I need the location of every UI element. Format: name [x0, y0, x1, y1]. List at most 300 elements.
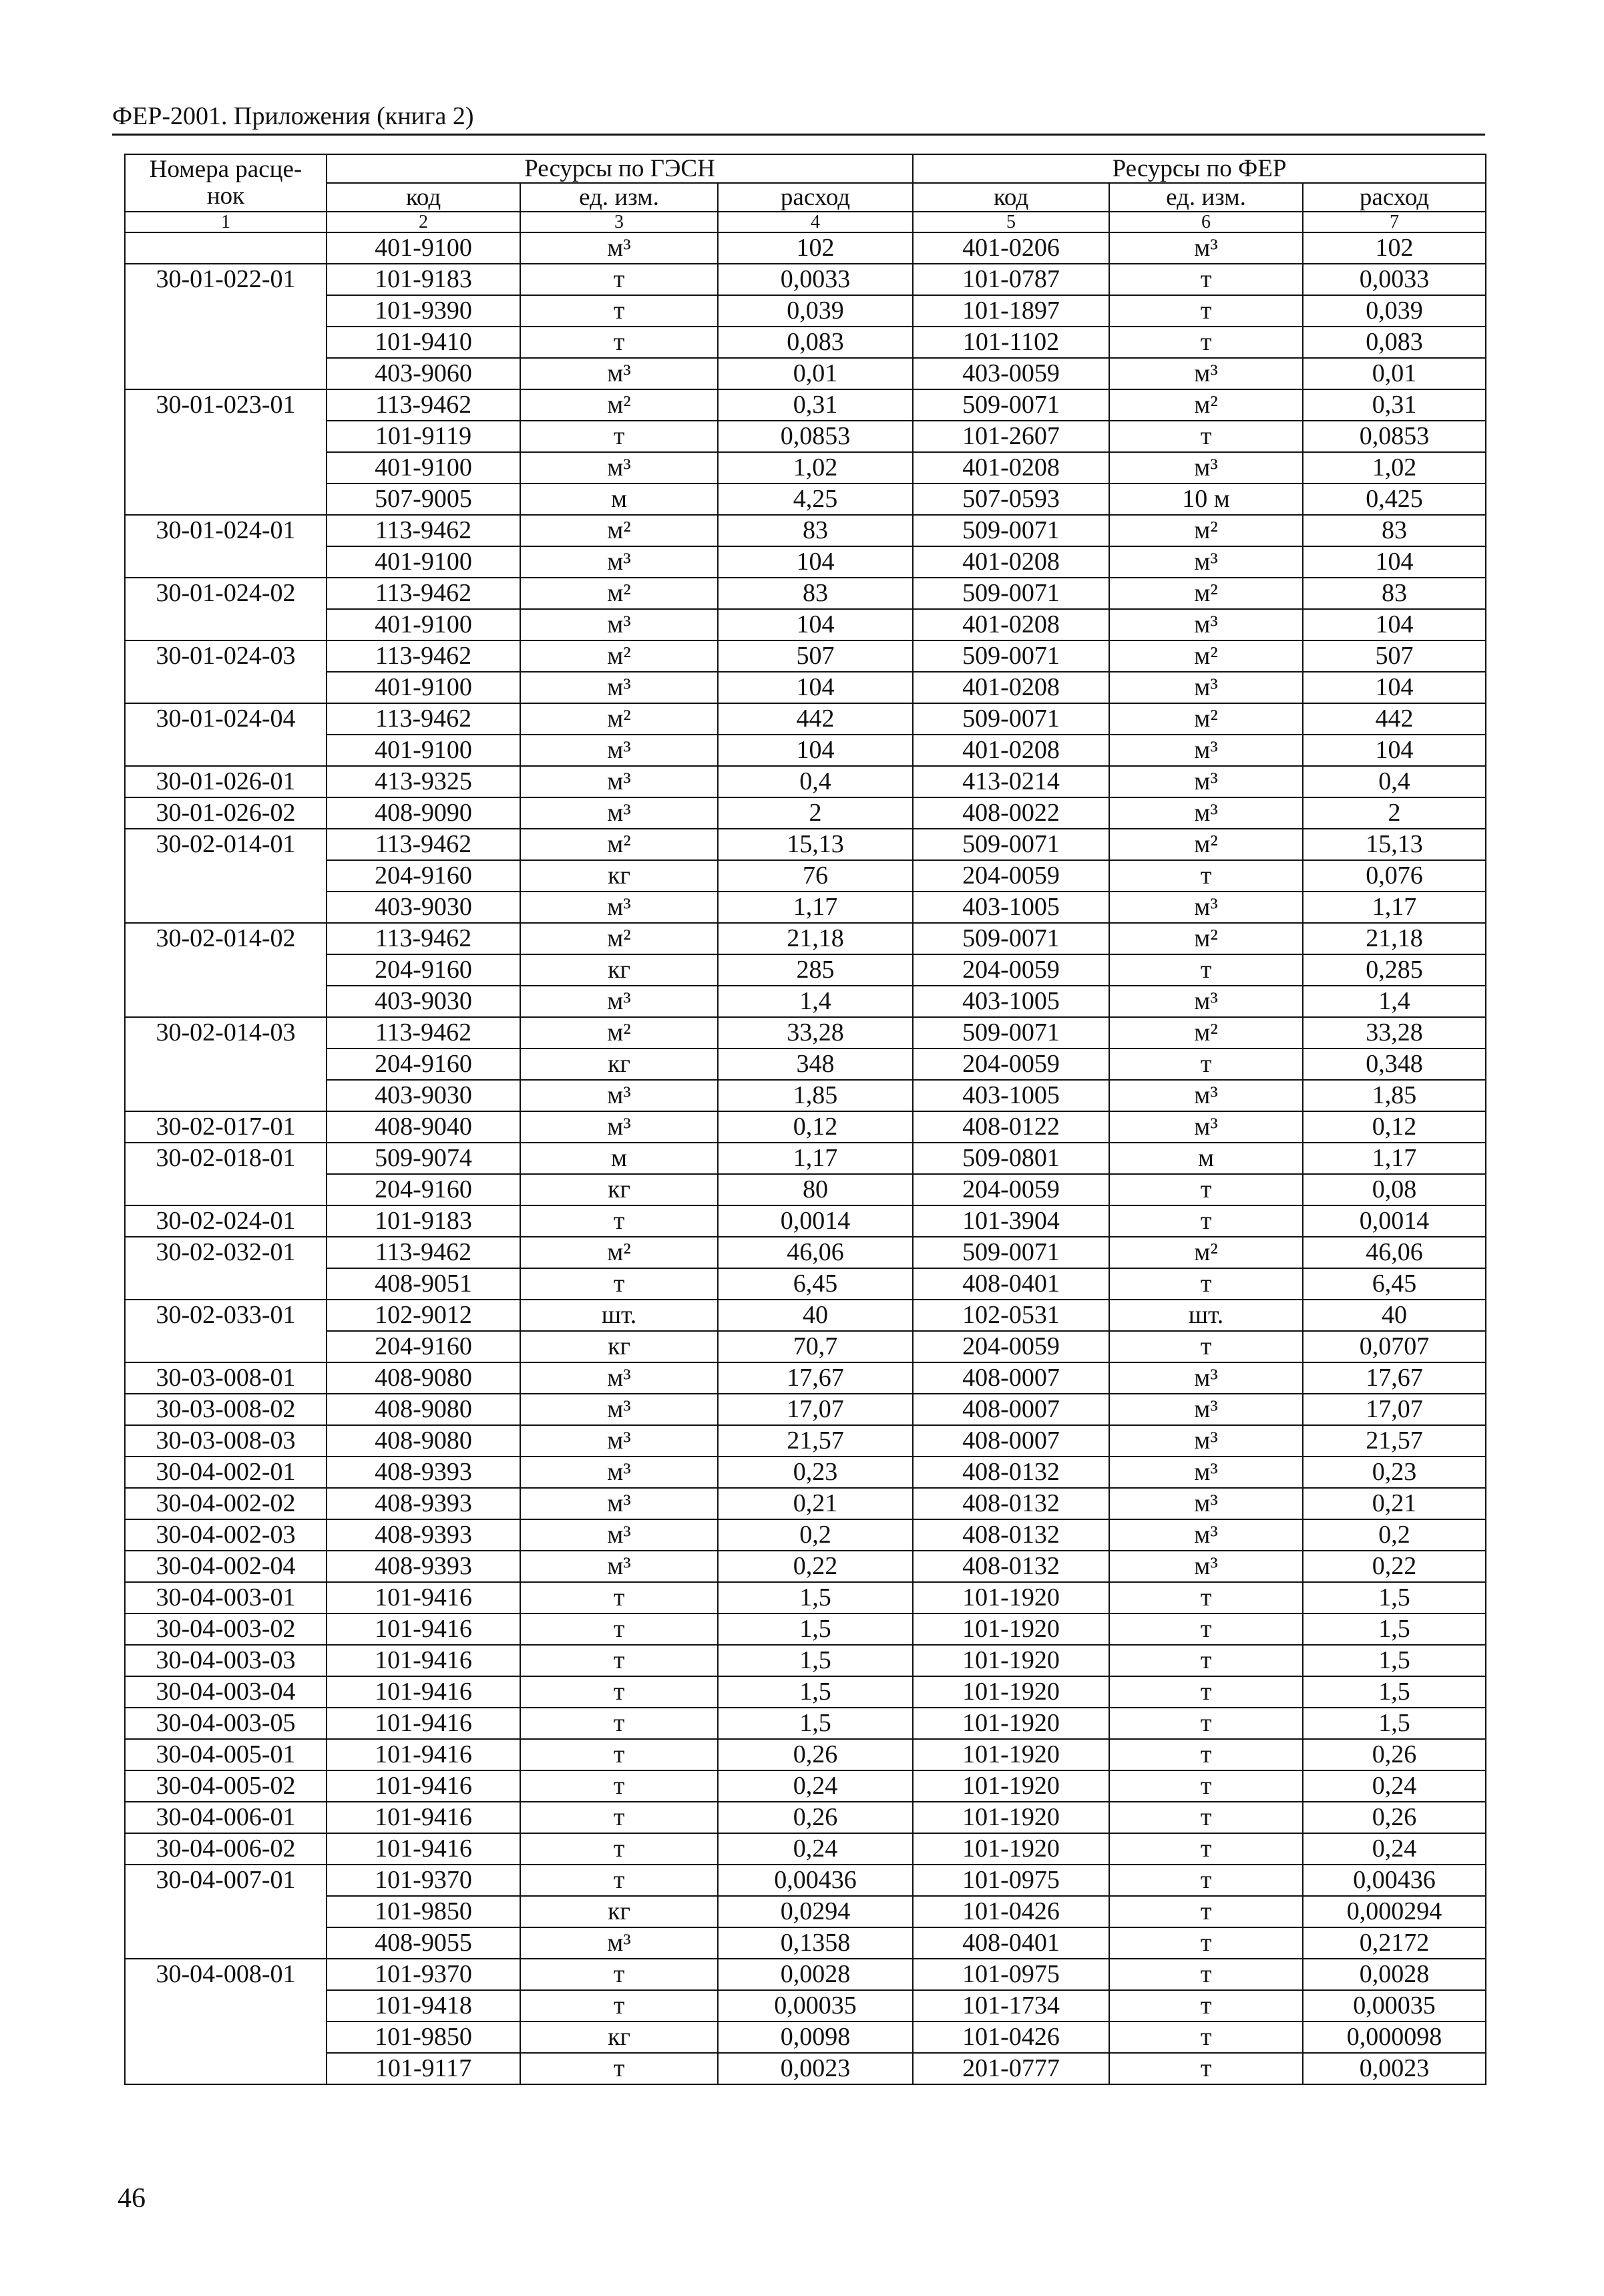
gesn-unit-cell: м³ — [520, 1927, 718, 1959]
fer-unit-cell: м³ — [1109, 1362, 1303, 1394]
table-row — [125, 1551, 1486, 1582]
table-row — [125, 421, 1486, 452]
gesn-code-cell: 113-9462 — [327, 703, 520, 735]
norm-number-cell: 30-01-026-01 — [125, 766, 327, 797]
norm-number-cell: 30-04-008-01 — [125, 1959, 327, 2084]
gesn-consumption-cell: 46,06 — [718, 1237, 913, 1268]
fer-code-cell: 401-0208 — [913, 672, 1109, 703]
fer-unit-cell: т — [1109, 1268, 1303, 1300]
fer-consumption-cell: 1,5 — [1303, 1676, 1486, 1708]
gesn-unit-cell: т — [520, 1205, 718, 1237]
fer-unit-cell: 10 м — [1109, 484, 1303, 515]
fer-consumption-cell: 104 — [1303, 609, 1486, 640]
gesn-consumption-cell: 102 — [718, 232, 913, 264]
gesn-consumption-cell: 1,17 — [718, 1143, 913, 1174]
fer-code-cell: 101-0426 — [913, 1896, 1109, 1927]
fer-unit-cell: м³ — [1109, 1080, 1303, 1111]
gesn-code-cell: 403-9030 — [327, 1080, 520, 1111]
fer-consumption-cell: 21,57 — [1303, 1425, 1486, 1457]
table-row — [125, 766, 1486, 797]
table-row — [125, 358, 1486, 389]
fer-consumption-cell: 46,06 — [1303, 1237, 1486, 1268]
fer-code-cell: 509-0801 — [913, 1143, 1109, 1174]
gesn-consumption-cell: 0,00035 — [718, 1990, 913, 2022]
fer-code-cell: 101-1920 — [913, 1645, 1109, 1676]
table-row — [125, 923, 1486, 954]
fer-consumption-cell: 102 — [1303, 232, 1486, 264]
norm-number-cell: 30-04-003-03 — [125, 1645, 327, 1676]
table-row — [125, 892, 1486, 923]
fer-consumption-cell: 6,45 — [1303, 1268, 1486, 1300]
gesn-unit-cell: м² — [520, 1237, 718, 1268]
fer-consumption-cell: 0,00436 — [1303, 1865, 1486, 1896]
fer-unit-cell: т — [1109, 1833, 1303, 1865]
fer-code-cell: 101-1734 — [913, 1990, 1109, 2022]
table-row — [125, 232, 1486, 264]
norm-number-cell: 30-01-023-01 — [125, 389, 327, 515]
fer-unit-cell: м³ — [1109, 672, 1303, 703]
table-row — [125, 1080, 1486, 1111]
fer-consumption-cell: 0,076 — [1303, 860, 1486, 892]
fer-code-cell: 101-0975 — [913, 1865, 1109, 1896]
gesn-unit-cell: т — [520, 1959, 718, 1990]
fer-consumption-cell: 507 — [1303, 640, 1486, 672]
column-number: 3 — [520, 212, 718, 232]
fer-unit-cell: т — [1109, 1927, 1303, 1959]
gesn-code-cell: 408-9080 — [327, 1362, 520, 1394]
gesn-unit-cell: кг — [520, 954, 718, 986]
gesn-unit-cell: м³ — [520, 1519, 718, 1551]
norm-number-cell: 30-02-014-01 — [125, 829, 327, 923]
fer-unit-cell: м³ — [1109, 1425, 1303, 1457]
fer-consumption-cell: 17,07 — [1303, 1394, 1486, 1425]
fer-unit-cell: т — [1109, 1582, 1303, 1613]
gesn-consumption-cell: 0,22 — [718, 1551, 913, 1582]
fer-consumption-cell: 0,23 — [1303, 1457, 1486, 1488]
table-row — [125, 515, 1486, 546]
norm-number-cell: 30-02-014-03 — [125, 1017, 327, 1111]
fer-unit-cell: т — [1109, 327, 1303, 358]
fer-unit-cell: м — [1109, 1143, 1303, 1174]
fer-code-cell: 509-0071 — [913, 829, 1109, 860]
gesn-unit-cell: м³ — [520, 1111, 718, 1143]
fer-consumption-cell: 0,0028 — [1303, 1959, 1486, 1990]
fer-code-cell: 101-1897 — [913, 295, 1109, 327]
gesn-code-cell: 101-9416 — [327, 1802, 520, 1833]
fer-consumption-cell: 1,85 — [1303, 1080, 1486, 1111]
gesn-unit-cell: м³ — [520, 452, 718, 484]
gesn-code-cell: 408-9040 — [327, 1111, 520, 1143]
table-row — [125, 1237, 1486, 1268]
gesn-consumption-cell: 83 — [718, 578, 913, 609]
fer-consumption-cell: 2 — [1303, 797, 1486, 829]
norm-number-cell: 30-01-026-02 — [125, 797, 327, 829]
gesn-consumption-cell: 0,2 — [718, 1519, 913, 1551]
gesn-unit-cell: м³ — [520, 546, 718, 578]
gesn-code-cell: 408-9080 — [327, 1425, 520, 1457]
fer-unit-cell: м³ — [1109, 546, 1303, 578]
fer-code-cell: 413-0214 — [913, 766, 1109, 797]
fer-consumption-cell: 0,01 — [1303, 358, 1486, 389]
fer-consumption-cell: 0,0033 — [1303, 264, 1486, 295]
norm-number-cell — [125, 232, 327, 264]
fer-unit-cell: т — [1109, 1739, 1303, 1770]
gesn-code-cell: 101-9416 — [327, 1645, 520, 1676]
header-norm-line2: нок — [206, 182, 245, 210]
gesn-consumption-cell: 1,02 — [718, 452, 913, 484]
fer-unit-cell: т — [1109, 421, 1303, 452]
header-gesn-consumption: расход — [718, 183, 913, 212]
gesn-unit-cell: м³ — [520, 797, 718, 829]
fer-code-cell: 403-1005 — [913, 1080, 1109, 1111]
fer-code-cell: 101-2607 — [913, 421, 1109, 452]
fer-code-cell: 204-0059 — [913, 954, 1109, 986]
gesn-consumption-cell: 0,0294 — [718, 1896, 913, 1927]
norm-number-cell: 30-03-008-03 — [125, 1425, 327, 1457]
table-row — [125, 797, 1486, 829]
fer-code-cell: 403-1005 — [913, 892, 1109, 923]
norm-number-cell: 30-04-005-02 — [125, 1770, 327, 1802]
table-row — [125, 954, 1486, 986]
table-row — [125, 1833, 1486, 1865]
gesn-code-cell: 101-9390 — [327, 295, 520, 327]
norm-number-cell: 30-04-006-02 — [125, 1833, 327, 1865]
gesn-code-cell: 408-9080 — [327, 1394, 520, 1425]
fer-code-cell: 509-0071 — [913, 923, 1109, 954]
fer-consumption-cell: 0,22 — [1303, 1551, 1486, 1582]
gesn-unit-cell: кг — [520, 2022, 718, 2053]
gesn-code-cell: 408-9055 — [327, 1927, 520, 1959]
gesn-code-cell: 101-9416 — [327, 1833, 520, 1865]
header-fer-code: код — [913, 183, 1109, 212]
norm-number-cell: 30-04-002-04 — [125, 1551, 327, 1582]
fer-code-cell: 101-1920 — [913, 1582, 1109, 1613]
table-row — [125, 1865, 1486, 1896]
gesn-code-cell: 101-9416 — [327, 1582, 520, 1613]
fer-unit-cell: т — [1109, 860, 1303, 892]
fer-consumption-cell: 0,2172 — [1303, 1927, 1486, 1959]
fer-consumption-cell: 1,5 — [1303, 1645, 1486, 1676]
gesn-consumption-cell: 21,18 — [718, 923, 913, 954]
gesn-code-cell: 408-9051 — [327, 1268, 520, 1300]
table-row — [125, 1582, 1486, 1613]
fer-unit-cell: т — [1109, 1959, 1303, 1990]
fer-code-cell: 408-0132 — [913, 1457, 1109, 1488]
column-number: 2 — [327, 212, 520, 232]
gesn-consumption-cell: 104 — [718, 609, 913, 640]
fer-consumption-cell: 104 — [1303, 546, 1486, 578]
gesn-unit-cell: м³ — [520, 892, 718, 923]
fer-unit-cell: т — [1109, 1990, 1303, 2022]
norm-number-cell: 30-01-024-02 — [125, 578, 327, 640]
table-row — [125, 1519, 1486, 1551]
fer-consumption-cell: 0,425 — [1303, 484, 1486, 515]
gesn-code-cell: 101-9850 — [327, 1896, 520, 1927]
header-fer-consumption: расход — [1303, 183, 1486, 212]
norm-number-cell: 30-03-008-02 — [125, 1394, 327, 1425]
header-fer-unit: ед. изм. — [1109, 183, 1303, 212]
fer-consumption-cell: 1,02 — [1303, 452, 1486, 484]
resource-table — [124, 154, 1486, 2085]
table-row — [125, 1268, 1486, 1300]
gesn-code-cell: 101-9183 — [327, 264, 520, 295]
gesn-consumption-cell: 0,0098 — [718, 2022, 913, 2053]
fer-consumption-cell: 17,67 — [1303, 1362, 1486, 1394]
fer-consumption-cell: 0,0023 — [1303, 2053, 1486, 2084]
fer-consumption-cell: 0,00035 — [1303, 1990, 1486, 2022]
norm-number-cell: 30-04-006-01 — [125, 1802, 327, 1833]
fer-consumption-cell: 0,0707 — [1303, 1331, 1486, 1362]
gesn-code-cell: 401-9100 — [327, 452, 520, 484]
fer-unit-cell: м² — [1109, 829, 1303, 860]
gesn-code-cell: 413-9325 — [327, 766, 520, 797]
fer-code-cell: 102-0531 — [913, 1300, 1109, 1331]
fer-consumption-cell: 1,4 — [1303, 986, 1486, 1017]
fer-unit-cell: т — [1109, 2053, 1303, 2084]
table-row — [125, 1488, 1486, 1519]
fer-unit-cell: м³ — [1109, 1111, 1303, 1143]
gesn-consumption-cell: 0,0014 — [718, 1205, 913, 1237]
gesn-consumption-cell: 80 — [718, 1174, 913, 1205]
gesn-unit-cell: м³ — [520, 766, 718, 797]
fer-consumption-cell: 15,13 — [1303, 829, 1486, 860]
fer-code-cell: 408-0132 — [913, 1519, 1109, 1551]
gesn-unit-cell: м² — [520, 640, 718, 672]
header-fer-group: Ресурсы по ФЕР — [913, 154, 1486, 183]
fer-code-cell: 401-0208 — [913, 546, 1109, 578]
gesn-consumption-cell: 0,23 — [718, 1457, 913, 1488]
fer-unit-cell: шт. — [1109, 1300, 1303, 1331]
gesn-code-cell: 101-9117 — [327, 2053, 520, 2084]
fer-code-cell: 201-0777 — [913, 2053, 1109, 2084]
fer-code-cell: 408-0022 — [913, 797, 1109, 829]
gesn-unit-cell: м³ — [520, 358, 718, 389]
gesn-consumption-cell: 1,5 — [718, 1582, 913, 1613]
fer-unit-cell: м³ — [1109, 1519, 1303, 1551]
gesn-unit-cell: м² — [520, 1017, 718, 1048]
table-row — [125, 1959, 1486, 1990]
resource-table-container — [124, 154, 1485, 2085]
table-row — [125, 986, 1486, 1017]
fer-unit-cell: м³ — [1109, 452, 1303, 484]
fer-consumption-cell: 104 — [1303, 672, 1486, 703]
norm-number-cell: 30-01-022-01 — [125, 264, 327, 389]
gesn-unit-cell: м² — [520, 829, 718, 860]
fer-consumption-cell: 0,2 — [1303, 1519, 1486, 1551]
gesn-consumption-cell: 1,5 — [718, 1613, 913, 1645]
norm-number-cell: 30-04-002-01 — [125, 1457, 327, 1488]
gesn-code-cell: 113-9462 — [327, 1237, 520, 1268]
gesn-unit-cell: т — [520, 327, 718, 358]
gesn-code-cell: 101-9416 — [327, 1739, 520, 1770]
fer-consumption-cell: 0,24 — [1303, 1833, 1486, 1865]
gesn-code-cell: 101-9850 — [327, 2022, 520, 2053]
table-row — [125, 1676, 1486, 1708]
table-row — [125, 578, 1486, 609]
gesn-consumption-cell: 104 — [718, 735, 913, 766]
gesn-consumption-cell: 1,5 — [718, 1676, 913, 1708]
gesn-consumption-cell: 0,4 — [718, 766, 913, 797]
fer-unit-cell: т — [1109, 1896, 1303, 1927]
gesn-unit-cell: т — [520, 1268, 718, 1300]
gesn-code-cell: 403-9030 — [327, 986, 520, 1017]
table-row — [125, 609, 1486, 640]
gesn-unit-cell: т — [520, 2053, 718, 2084]
fer-consumption-cell: 21,18 — [1303, 923, 1486, 954]
gesn-unit-cell: м — [520, 1143, 718, 1174]
gesn-unit-cell: шт. — [520, 1300, 718, 1331]
fer-unit-cell: м² — [1109, 640, 1303, 672]
gesn-consumption-cell: 1,85 — [718, 1080, 913, 1111]
norm-number-cell: 30-01-024-04 — [125, 703, 327, 766]
fer-unit-cell: м³ — [1109, 766, 1303, 797]
table-row — [125, 1017, 1486, 1048]
gesn-consumption-cell: 2 — [718, 797, 913, 829]
fer-unit-cell: м³ — [1109, 358, 1303, 389]
gesn-code-cell: 102-9012 — [327, 1300, 520, 1331]
gesn-unit-cell: кг — [520, 1048, 718, 1080]
gesn-consumption-cell: 442 — [718, 703, 913, 735]
fer-unit-cell: м² — [1109, 389, 1303, 421]
fer-code-cell: 509-0071 — [913, 578, 1109, 609]
page-header — [112, 102, 1485, 136]
gesn-unit-cell: м² — [520, 923, 718, 954]
gesn-code-cell: 101-9418 — [327, 1990, 520, 2022]
header-gesn-unit: ед. изм. — [520, 183, 718, 212]
gesn-code-cell: 204-9160 — [327, 1174, 520, 1205]
gesn-code-cell: 408-9393 — [327, 1488, 520, 1519]
gesn-code-cell: 401-9100 — [327, 609, 520, 640]
fer-consumption-cell: 0,0014 — [1303, 1205, 1486, 1237]
table-row — [125, 829, 1486, 860]
gesn-code-cell: 113-9462 — [327, 829, 520, 860]
gesn-consumption-cell: 33,28 — [718, 1017, 913, 1048]
fer-unit-cell: т — [1109, 1802, 1303, 1833]
fer-unit-cell: т — [1109, 1205, 1303, 1237]
gesn-consumption-cell: 83 — [718, 515, 913, 546]
gesn-unit-cell: м³ — [520, 1551, 718, 1582]
gesn-unit-cell: м³ — [520, 1080, 718, 1111]
gesn-consumption-cell: 70,7 — [718, 1331, 913, 1362]
table-row — [125, 1739, 1486, 1770]
fer-consumption-cell: 0,348 — [1303, 1048, 1486, 1080]
fer-consumption-cell: 0,24 — [1303, 1770, 1486, 1802]
gesn-code-cell: 204-9160 — [327, 954, 520, 986]
fer-code-cell: 101-0975 — [913, 1959, 1109, 1990]
gesn-code-cell: 204-9160 — [327, 860, 520, 892]
fer-consumption-cell: 0,4 — [1303, 766, 1486, 797]
gesn-code-cell: 101-9416 — [327, 1676, 520, 1708]
gesn-consumption-cell: 507 — [718, 640, 913, 672]
fer-unit-cell: м³ — [1109, 892, 1303, 923]
fer-code-cell: 101-1920 — [913, 1802, 1109, 1833]
gesn-unit-cell: кг — [520, 1896, 718, 1927]
gesn-code-cell: 401-9100 — [327, 735, 520, 766]
fer-code-cell: 101-3904 — [913, 1205, 1109, 1237]
fer-unit-cell: т — [1109, 1613, 1303, 1645]
table-row — [125, 1205, 1486, 1237]
norm-number-cell: 30-04-003-04 — [125, 1676, 327, 1708]
gesn-consumption-cell: 104 — [718, 546, 913, 578]
fer-code-cell: 509-0071 — [913, 1237, 1109, 1268]
fer-code-cell: 408-0122 — [913, 1111, 1109, 1143]
gesn-code-cell: 507-9005 — [327, 484, 520, 515]
gesn-unit-cell: м³ — [520, 232, 718, 264]
table-row — [125, 1927, 1486, 1959]
gesn-unit-cell: м² — [520, 578, 718, 609]
fer-code-cell: 101-1920 — [913, 1676, 1109, 1708]
table-row — [125, 2022, 1486, 2053]
column-number: 5 — [913, 212, 1109, 232]
fer-code-cell: 101-0426 — [913, 2022, 1109, 2053]
fer-code-cell: 509-0071 — [913, 515, 1109, 546]
gesn-consumption-cell: 0,039 — [718, 295, 913, 327]
gesn-code-cell: 408-9393 — [327, 1551, 520, 1582]
fer-code-cell: 101-1920 — [913, 1739, 1109, 1770]
fer-consumption-cell: 33,28 — [1303, 1017, 1486, 1048]
gesn-consumption-cell: 17,07 — [718, 1394, 913, 1425]
fer-consumption-cell: 104 — [1303, 735, 1486, 766]
fer-code-cell: 401-0206 — [913, 232, 1109, 264]
column-number: 6 — [1109, 212, 1303, 232]
fer-code-cell: 101-1920 — [913, 1833, 1109, 1865]
fer-unit-cell: м³ — [1109, 1488, 1303, 1519]
fer-consumption-cell: 0,0853 — [1303, 421, 1486, 452]
gesn-unit-cell: т — [520, 1990, 718, 2022]
table-row — [125, 1143, 1486, 1174]
fer-code-cell: 509-0071 — [913, 640, 1109, 672]
fer-unit-cell: т — [1109, 954, 1303, 986]
gesn-unit-cell: т — [520, 1582, 718, 1613]
norm-number-cell: 30-02-018-01 — [125, 1143, 327, 1205]
norm-number-cell: 30-02-014-02 — [125, 923, 327, 1017]
gesn-code-cell: 101-9416 — [327, 1770, 520, 1802]
gesn-code-cell: 101-9410 — [327, 327, 520, 358]
fer-code-cell: 408-0401 — [913, 1268, 1109, 1300]
fer-unit-cell: м² — [1109, 1237, 1303, 1268]
header-rule — [112, 134, 1485, 136]
gesn-code-cell: 113-9462 — [327, 389, 520, 421]
gesn-code-cell: 113-9462 — [327, 515, 520, 546]
gesn-code-cell: 113-9462 — [327, 923, 520, 954]
fer-unit-cell: т — [1109, 2022, 1303, 2053]
fer-consumption-cell: 0,26 — [1303, 1802, 1486, 1833]
gesn-consumption-cell: 1,5 — [718, 1645, 913, 1676]
fer-consumption-cell: 1,17 — [1303, 1143, 1486, 1174]
fer-unit-cell: м³ — [1109, 797, 1303, 829]
fer-code-cell: 408-0132 — [913, 1551, 1109, 1582]
gesn-code-cell: 101-9183 — [327, 1205, 520, 1237]
table-row — [125, 264, 1486, 295]
table-row — [125, 1770, 1486, 1802]
gesn-unit-cell: м³ — [520, 1425, 718, 1457]
norm-number-cell: 30-03-008-01 — [125, 1362, 327, 1394]
fer-consumption-cell: 0,21 — [1303, 1488, 1486, 1519]
gesn-unit-cell: т — [520, 295, 718, 327]
norm-number-cell: 30-04-005-01 — [125, 1739, 327, 1770]
fer-code-cell: 204-0059 — [913, 1174, 1109, 1205]
table-row — [125, 860, 1486, 892]
fer-unit-cell: т — [1109, 1048, 1303, 1080]
norm-number-cell: 30-04-007-01 — [125, 1865, 327, 1959]
gesn-unit-cell: т — [520, 264, 718, 295]
fer-unit-cell: м² — [1109, 923, 1303, 954]
gesn-consumption-cell: 0,0023 — [718, 2053, 913, 2084]
table-row — [125, 546, 1486, 578]
fer-unit-cell: м³ — [1109, 735, 1303, 766]
norm-number-cell: 30-02-024-01 — [125, 1205, 327, 1237]
gesn-consumption-cell: 0,24 — [718, 1833, 913, 1865]
